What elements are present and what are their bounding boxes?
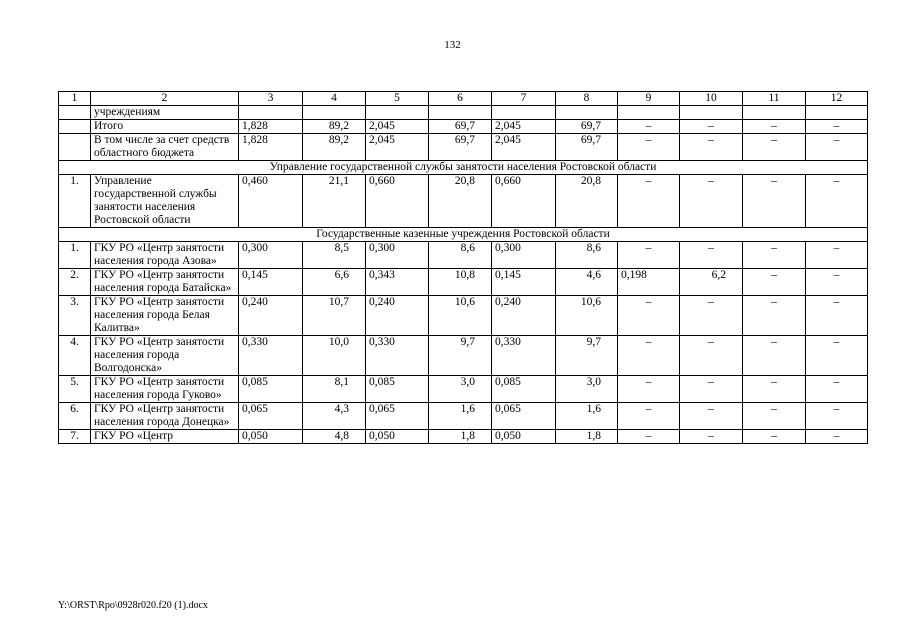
section-title: Государственные казенные учреждения Ростовской области xyxy=(59,228,868,242)
value-cell: 0,050 xyxy=(366,430,429,444)
header-cell: 7 xyxy=(492,92,556,106)
row-number: 1. xyxy=(59,175,91,228)
value-cell: 4,3 xyxy=(303,403,366,430)
value-cell: – xyxy=(618,296,680,336)
value-cell: 0,240 xyxy=(366,296,429,336)
value-cell: 0,198 xyxy=(618,269,680,296)
value-cell: – xyxy=(806,376,868,403)
value-cell: 21,1 xyxy=(303,175,366,228)
row-number xyxy=(59,120,91,134)
value-cell: 0,660 xyxy=(366,175,429,228)
value-cell: – xyxy=(743,269,806,296)
value-cell: – xyxy=(680,403,743,430)
row-name: ГКУ РО «Центр занятости населения города Батайска» xyxy=(91,269,239,296)
value-cell xyxy=(429,106,492,120)
value-cell: 0,065 xyxy=(492,403,556,430)
row-name: ГКУ РО «Центр занятости населения города Волгодонска» xyxy=(91,336,239,376)
value-cell: – xyxy=(680,336,743,376)
value-cell: – xyxy=(618,120,680,134)
value-cell: – xyxy=(806,336,868,376)
value-cell: – xyxy=(618,242,680,269)
page-number: 132 xyxy=(444,39,461,51)
table-row xyxy=(59,403,868,430)
value-cell: 0,145 xyxy=(492,269,556,296)
section-row xyxy=(59,228,868,242)
data-table xyxy=(58,91,868,444)
row-name: ГКУ РО «Центр занятости населения города Азова» xyxy=(91,242,239,269)
value-cell: 0,050 xyxy=(239,430,303,444)
value-cell xyxy=(556,106,618,120)
table-row xyxy=(59,175,868,228)
value-cell: – xyxy=(806,403,868,430)
header-cell: 3 xyxy=(239,92,303,106)
value-cell: 10,0 xyxy=(303,336,366,376)
table-row xyxy=(59,296,868,336)
table-row xyxy=(59,106,868,120)
section-row xyxy=(59,161,868,175)
value-cell xyxy=(743,106,806,120)
row-number: 2. xyxy=(59,269,91,296)
value-cell: – xyxy=(618,336,680,376)
value-cell xyxy=(806,106,868,120)
value-cell: 1,8 xyxy=(429,430,492,444)
value-cell: 2,045 xyxy=(492,120,556,134)
value-cell xyxy=(618,106,680,120)
value-cell: – xyxy=(743,175,806,228)
value-cell: – xyxy=(618,430,680,444)
section-title: Управление государственной службы занятости населения Ростовской области xyxy=(59,161,868,175)
row-name: В том числе за счет средств областного бюджета xyxy=(91,134,239,161)
header-cell: 12 xyxy=(806,92,868,106)
value-cell: 0,343 xyxy=(366,269,429,296)
value-cell: 1,8 xyxy=(556,430,618,444)
table-row xyxy=(59,430,868,444)
row-number: 3. xyxy=(59,296,91,336)
header-cell: 5 xyxy=(366,92,429,106)
row-number xyxy=(59,134,91,161)
value-cell: 10,6 xyxy=(556,296,618,336)
header-cell: 2 xyxy=(91,92,239,106)
value-cell: – xyxy=(618,134,680,161)
row-name: Итого xyxy=(91,120,239,134)
value-cell: 0,300 xyxy=(492,242,556,269)
value-cell: – xyxy=(618,376,680,403)
header-cell: 9 xyxy=(618,92,680,106)
table-row xyxy=(59,269,868,296)
header-cell: 4 xyxy=(303,92,366,106)
header-cell: 8 xyxy=(556,92,618,106)
value-cell: – xyxy=(806,296,868,336)
header-cell: 1 xyxy=(59,92,91,106)
value-cell: – xyxy=(680,242,743,269)
value-cell: 1,828 xyxy=(239,134,303,161)
value-cell xyxy=(680,106,743,120)
value-cell: 0,065 xyxy=(239,403,303,430)
value-cell: 0,660 xyxy=(492,175,556,228)
value-cell: 0,460 xyxy=(239,175,303,228)
value-cell: 0,065 xyxy=(366,403,429,430)
value-cell: – xyxy=(743,296,806,336)
value-cell: 0,085 xyxy=(366,376,429,403)
file-path-footer: Y:\ORST\Rpo\0928r020.f20 (1).docx xyxy=(58,600,208,611)
header-cell: 6 xyxy=(429,92,492,106)
value-cell: – xyxy=(618,403,680,430)
value-cell: – xyxy=(806,269,868,296)
value-cell: – xyxy=(743,403,806,430)
value-cell: 0,085 xyxy=(239,376,303,403)
value-cell: 0,240 xyxy=(492,296,556,336)
value-cell: – xyxy=(806,175,868,228)
value-cell: 3,0 xyxy=(556,376,618,403)
value-cell: 0,050 xyxy=(492,430,556,444)
value-cell: 2,045 xyxy=(492,134,556,161)
header-cell: 11 xyxy=(743,92,806,106)
value-cell: 20,8 xyxy=(556,175,618,228)
value-cell: – xyxy=(806,134,868,161)
table-row xyxy=(59,336,868,376)
value-cell: – xyxy=(680,296,743,336)
value-cell: 0,085 xyxy=(492,376,556,403)
value-cell: 0,300 xyxy=(239,242,303,269)
value-cell: 3,0 xyxy=(429,376,492,403)
row-number: 4. xyxy=(59,336,91,376)
value-cell: – xyxy=(743,336,806,376)
value-cell: 1,6 xyxy=(556,403,618,430)
row-number: 6. xyxy=(59,403,91,430)
value-cell: – xyxy=(743,376,806,403)
value-cell: 1,828 xyxy=(239,120,303,134)
value-cell: – xyxy=(680,120,743,134)
value-cell: 20,8 xyxy=(429,175,492,228)
row-number: 1. xyxy=(59,242,91,269)
value-cell: 89,2 xyxy=(303,134,366,161)
value-cell: 4,8 xyxy=(303,430,366,444)
value-cell: 0,240 xyxy=(239,296,303,336)
row-name: учреждениям xyxy=(91,106,239,120)
value-cell: 4,6 xyxy=(556,269,618,296)
value-cell: 10,6 xyxy=(429,296,492,336)
value-cell: 9,7 xyxy=(429,336,492,376)
row-number: 7. xyxy=(59,430,91,444)
value-cell: 89,2 xyxy=(303,120,366,134)
value-cell: – xyxy=(680,175,743,228)
value-cell: – xyxy=(806,242,868,269)
value-cell: – xyxy=(743,134,806,161)
table-row xyxy=(59,120,868,134)
value-cell: 2,045 xyxy=(366,120,429,134)
value-cell xyxy=(492,106,556,120)
value-cell: 0,330 xyxy=(366,336,429,376)
table-row xyxy=(59,242,868,269)
row-name: ГКУ РО «Центр занятости населения города Гуково» xyxy=(91,376,239,403)
row-name: ГКУ РО «Центр xyxy=(91,430,239,444)
header-cell: 10 xyxy=(680,92,743,106)
value-cell: 0,145 xyxy=(239,269,303,296)
value-cell: – xyxy=(680,134,743,161)
value-cell: – xyxy=(680,376,743,403)
row-number xyxy=(59,106,91,120)
value-cell: 8,6 xyxy=(556,242,618,269)
value-cell: 69,7 xyxy=(429,120,492,134)
value-cell xyxy=(366,106,429,120)
value-cell: 2,045 xyxy=(366,134,429,161)
value-cell: 0,300 xyxy=(366,242,429,269)
value-cell: 8,1 xyxy=(303,376,366,403)
value-cell: 8,5 xyxy=(303,242,366,269)
value-cell xyxy=(239,106,303,120)
value-cell: 0,330 xyxy=(492,336,556,376)
value-cell: – xyxy=(743,120,806,134)
value-cell: – xyxy=(806,430,868,444)
value-cell: 8,6 xyxy=(429,242,492,269)
value-cell: – xyxy=(743,242,806,269)
value-cell: 6,6 xyxy=(303,269,366,296)
value-cell: 9,7 xyxy=(556,336,618,376)
value-cell: 6,2 xyxy=(680,269,743,296)
value-cell xyxy=(303,106,366,120)
value-cell: 69,7 xyxy=(429,134,492,161)
row-name: Управление государственной службы занятости населения Ростовской области xyxy=(91,175,239,228)
value-cell: 69,7 xyxy=(556,134,618,161)
value-cell: – xyxy=(806,120,868,134)
value-cell: 69,7 xyxy=(556,120,618,134)
row-name: ГКУ РО «Центр занятости населения города Белая Калитва» xyxy=(91,296,239,336)
row-name: ГКУ РО «Центр занятости населения города Донецка» xyxy=(91,403,239,430)
header-row xyxy=(59,92,868,106)
value-cell: 10,7 xyxy=(303,296,366,336)
value-cell: – xyxy=(743,430,806,444)
value-cell: 1,6 xyxy=(429,403,492,430)
value-cell: 10,8 xyxy=(429,269,492,296)
value-cell: – xyxy=(680,430,743,444)
value-cell: 0,330 xyxy=(239,336,303,376)
table-row xyxy=(59,376,868,403)
table-row xyxy=(59,134,868,161)
row-number: 5. xyxy=(59,376,91,403)
value-cell: – xyxy=(618,175,680,228)
